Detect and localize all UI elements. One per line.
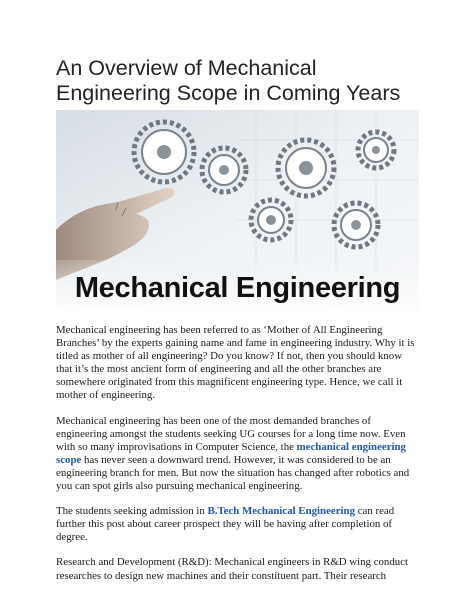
paragraph-text: The students seeking admission in (56, 505, 208, 518)
paragraph-admission (56, 505, 420, 544)
article-body (56, 324, 420, 595)
page-title: An Overview of Mechanical Engineering Scope in Coming Years (56, 56, 401, 105)
paragraph-text: Mechanical engineering has been referred to as ‘Mother of All Engineering Branches’ by the experts gaining name and fame in engineering industry. Why it is titled as mother of all engineering? Do you know? If not, then you should know that it’s the most ancient form of engineering and all the other branches are somewhere originated from this magnificent engineering type. Hence, we call it mother of engineering. (56, 324, 415, 402)
link-btech-mechanical-engineering[interactable]: B.Tech Mechanical Engineering (207, 505, 355, 518)
paragraph-research (56, 556, 420, 582)
paragraph-intro (56, 324, 420, 403)
paragraph-text: Research and Development (R&D): Mechanical engineers in R&D wing conduct researches to design new machines and their constituent part. Their research (56, 556, 409, 582)
hero-image (56, 110, 419, 314)
hero-caption: Mechanical Engineering (74, 272, 401, 304)
link-mechanical-engineering-scope[interactable]: mechanical engineering scope (56, 440, 406, 466)
paragraph-text: has never seen a downward trend. However, it was considered to be an engineering branch for men. But now the situation has changed after robotics and you can spot girls also pursuing mechanical engineering. (56, 453, 410, 493)
paragraph-text: Mechanical engineering has been one of the most demanded branches of engineering amongst the students seeking UG courses for a long time now. Even with so many improvisations in Computer Science, the (56, 414, 406, 453)
paragraph-text: can read further this post about career prospect they will be having after completion of degree. (56, 505, 395, 544)
paragraph-demand (56, 415, 420, 494)
